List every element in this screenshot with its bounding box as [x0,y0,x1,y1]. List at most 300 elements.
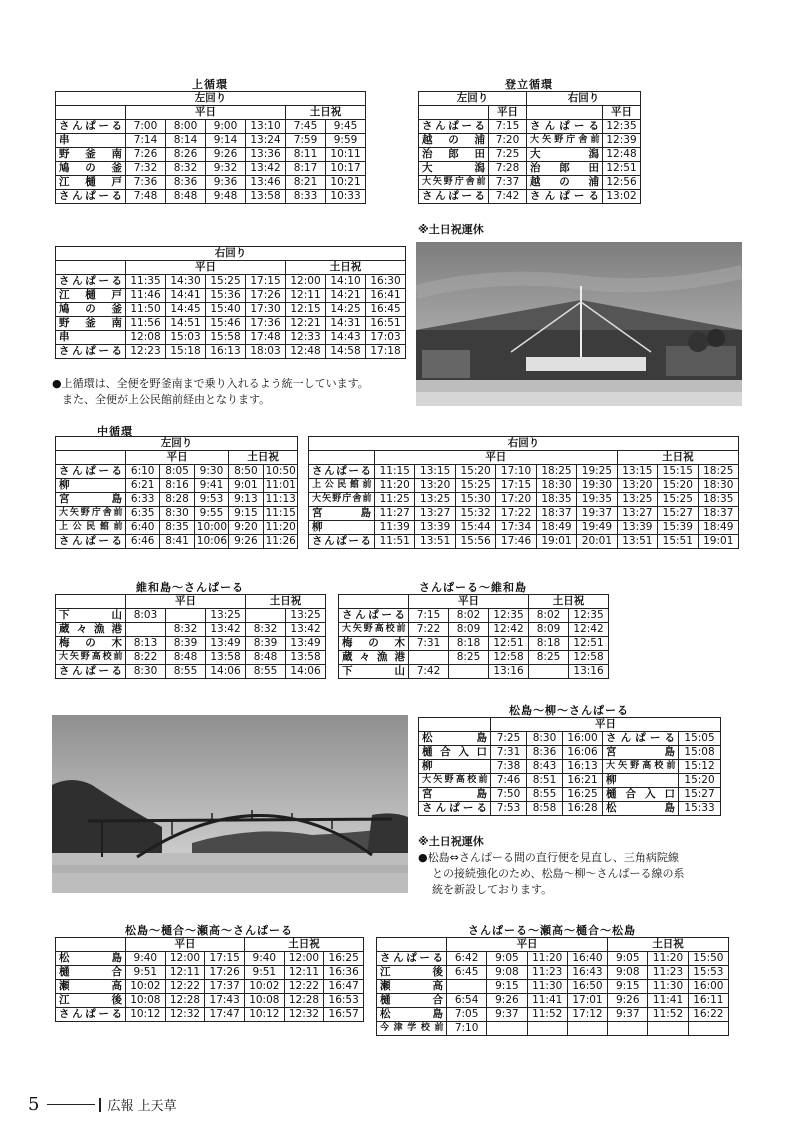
weekday-time: 7:46 [491,774,527,788]
weekday-time: 15:58 [206,331,246,345]
weekday-time: 15:33 [679,802,721,816]
stop-name: 柳 [419,760,491,774]
weekday-time: 9:32 [206,162,246,176]
holiday-time: 16:41 [366,289,406,303]
matsushima-yanagi-note: ※土日祝運休 [418,835,484,848]
table-row [56,651,326,665]
weekday-time: 15:12 [679,760,721,774]
stop-name: さんぱーる [56,665,126,679]
holiday-time [608,1022,648,1036]
stop-name: さんぱーる [527,190,603,204]
stop-name: 柳 [603,774,679,788]
stop-name: 鳩の釜 [56,303,126,317]
weekday-time: 13:24 [246,134,286,148]
station-building-photo [416,242,742,406]
table-row [377,994,729,1008]
matsushima-to-sanpal-table [55,937,364,1022]
weekday-time: 7:37 [489,176,527,190]
holiday-time: 14:58 [326,345,366,359]
stop-name: 柳 [309,521,375,535]
holiday-header: 土日祝 [245,938,364,952]
holiday-time: 18:35 [698,493,739,507]
weekday-time: 7:25 [489,148,527,162]
weekday-time: 12:56 [603,176,641,190]
weekday-time: 18:25 [536,465,576,479]
holiday-time: 8:48 [246,651,286,665]
holiday-time: 15:39 [658,521,698,535]
stop-name: さんぱーる [419,120,489,134]
holiday-time: 13:49 [286,637,326,651]
holiday-time: 16:00 [688,980,728,994]
weekday-time: 11:50 [126,303,166,317]
stop-name: 宮島 [603,746,679,760]
stop-name: 松島 [56,952,126,966]
table-row [377,980,729,994]
weekday-time: 12:39 [603,134,641,148]
table-row [377,952,729,966]
holiday-time: 14:43 [326,331,366,345]
holiday-time: 14:06 [286,665,326,679]
holiday-time: 16:25 [324,952,364,966]
holiday-time: 14:25 [326,303,366,317]
weekday-time: 17:37 [205,980,245,994]
weekday-time [449,665,489,679]
weekday-time: 16:43 [567,966,607,980]
stop-name: 越の浦 [527,176,603,190]
weekday-header: 平日 [409,595,529,609]
weekday-time: 16:00 [563,732,603,746]
weekday-time: 15:20 [455,465,495,479]
table-row [56,190,366,204]
table-row [56,176,366,190]
weekday-time: 17:15 [246,275,286,289]
table-row [419,162,641,176]
weekday-time: 15:05 [679,732,721,746]
matsushima-yanagi-desc-2: との接続強化のため、松島〜柳〜さんぱーる線の系 [432,867,685,880]
noboritate-note: ※土日祝運休 [418,223,484,236]
table-row [309,479,739,493]
weekday-time: 7:28 [489,162,527,176]
stop-name: 江後 [56,994,126,1008]
weekday-time: 11:20 [527,952,567,966]
holiday-time: 9:08 [608,966,648,980]
kami-loop-title: 上循環 [192,78,228,91]
table-row [419,176,641,190]
holiday-time: 16:47 [324,980,364,994]
table-row [56,665,326,679]
weekday-time: 8:32 [166,162,206,176]
stop-name: さんぱーる [56,120,126,134]
weekday-time: 11:39 [375,521,415,535]
stop-name: 大矢野庁舎前 [56,507,126,521]
holiday-time: 13:20 [617,479,657,493]
weekday-time: 8:05 [160,465,194,479]
weekday-time: 8:55 [166,665,206,679]
weekday-time: 17:26 [205,966,245,980]
weekday-time: 6:54 [447,994,487,1008]
weekday-time: 8:32 [166,623,206,637]
table-row [309,465,739,479]
holiday-time: 12:11 [286,289,326,303]
weekday-time: 9:48 [206,190,246,204]
holiday-time [529,665,569,679]
weekday-time: 8:58 [527,802,563,816]
matsushima-yanagi-title: 松島〜柳〜さんぱーる [509,704,629,717]
holiday-time: 9:45 [326,120,366,134]
weekday-time: 13:25 [206,609,246,623]
stop-name: 松島 [377,1008,447,1022]
holiday-time: 15:20 [658,479,698,493]
weekday-time: 8:41 [160,535,194,549]
holiday-time: 15:53 [688,966,728,980]
holiday-time: 15:27 [658,507,698,521]
weekday-time: 15:56 [455,535,495,549]
holiday-time: 9:13 [229,493,263,507]
stop-name: 下山 [56,609,126,623]
holiday-time: 12:11 [284,966,324,980]
stop-name: 梅の木 [339,637,409,651]
weekday-time: 12:22 [165,980,205,994]
holiday-time: 13:25 [286,609,326,623]
weekday-time: 11:30 [527,980,567,994]
naka-loop-left-table [55,436,298,549]
weekday-time: 14:06 [206,665,246,679]
matsushima-yanagi-weekday: 平日 [491,718,721,732]
weekday-time: 9:08 [487,966,527,980]
stop-name: 柳 [56,479,126,493]
table-row [56,521,298,535]
holiday-time: 8:21 [286,176,326,190]
holiday-time: 13:58 [286,651,326,665]
direction-label: 右回り [56,247,406,261]
holiday-time: 10:21 [326,176,366,190]
table-row [419,760,721,774]
holiday-time: 8:55 [246,665,286,679]
weekday-time: 17:15 [496,479,536,493]
holiday-header: 土日祝 [608,938,729,952]
holiday-time: 10:33 [326,190,366,204]
weekday-time: 6:40 [126,521,160,535]
sanpal-to-iwawa-table [338,594,609,679]
noboritate-left-weekday: 平日 [489,106,527,120]
stop-name: 大矢野庁舎前 [527,134,603,148]
weekday-time: 16:28 [563,802,603,816]
holiday-time: 16:22 [688,1008,728,1022]
holiday-time: 18:49 [698,521,739,535]
stop-name: 樋合 [56,966,126,980]
holiday-time: 14:21 [326,289,366,303]
holiday-time: 12:32 [284,1008,324,1022]
weekday-time: 13:49 [206,637,246,651]
weekday-header: 平日 [126,595,246,609]
weekday-time: 17:20 [496,493,536,507]
weekday-time: 12:42 [489,623,529,637]
weekday-time: 12:51 [489,637,529,651]
stop-name: 治郎田 [527,162,603,176]
weekday-time [447,980,487,994]
table-row [56,1008,364,1022]
holiday-time: 9:26 [229,535,263,549]
holiday-time: 16:30 [366,275,406,289]
weekday-time: 15:36 [206,289,246,303]
holiday-time: 12:28 [284,994,324,1008]
weekday-time: 13:10 [246,120,286,134]
weekday-time: 13:36 [246,148,286,162]
weekday-time: 15:18 [166,345,206,359]
holiday-time: 10:50 [263,465,297,479]
header-blank [56,938,126,952]
kami-loop-right-table [55,246,406,359]
weekday-time: 7:31 [491,746,527,760]
table-row [419,774,721,788]
holiday-time: 10:02 [245,980,285,994]
weekday-time: 17:30 [246,303,286,317]
weekday-header: 平日 [375,451,618,465]
table-row [56,162,366,176]
weekday-time: 10:08 [126,994,166,1008]
stop-name: 樋合入口 [419,746,491,760]
weekday-time: 9:55 [194,507,228,521]
stop-name: さんぱーる [56,1008,126,1022]
holiday-time: 11:23 [648,966,688,980]
weekday-time: 17:34 [496,521,536,535]
weekday-time: 8:43 [527,760,563,774]
weekday-time: 9:15 [487,980,527,994]
weekday-time: 6:45 [447,966,487,980]
holiday-time: 13:42 [286,623,326,637]
weekday-time: 7:05 [447,1008,487,1022]
weekday-time: 8:16 [160,479,194,493]
weekday-time: 7:42 [409,665,449,679]
holiday-time: 17:18 [366,345,406,359]
weekday-time: 16:13 [563,760,603,774]
stop-name: 今津学校前 [377,1022,447,1036]
kami-loop-note-2: また、全便が上公民館前経由となります。 [62,393,271,406]
stop-name: 瀬高 [56,980,126,994]
holiday-time [648,1022,688,1036]
table-row [56,609,326,623]
weekday-time: 17:43 [205,994,245,1008]
weekday-time: 7:36 [126,176,166,190]
weekday-time: 7:22 [409,623,449,637]
weekday-time [567,1022,607,1036]
table-row [419,190,641,204]
holiday-time: 14:31 [326,317,366,331]
weekday-time [166,609,206,623]
stop-name: 野釜南 [56,317,126,331]
weekday-time: 16:13 [206,345,246,359]
stop-name: さんぱーる [56,465,126,479]
holiday-time: 8:02 [529,609,569,623]
header-blank [56,261,126,275]
publication-name: 広報 上天草 [107,1099,177,1114]
weekday-time: 7:53 [491,802,527,816]
weekday-time [409,651,449,665]
holiday-time: 11:41 [648,994,688,1008]
weekday-time: 8:36 [527,746,563,760]
weekday-time: 19:35 [577,493,617,507]
weekday-time: 8:39 [166,637,206,651]
direction-label: 右回り [309,437,739,451]
holiday-time: 8:17 [286,162,326,176]
weekday-time: 11:56 [126,317,166,331]
stop-name: 蔵々漁港 [339,651,409,665]
table-row [309,521,739,535]
stop-name: 串 [56,134,126,148]
holiday-time: 12:15 [286,303,326,317]
header-blank [56,106,126,120]
table-row [56,966,364,980]
table-row [56,952,364,966]
kami-loop-left-table [55,91,366,204]
weekday-time: 14:45 [166,303,206,317]
holiday-time: 8:50 [229,465,263,479]
weekday-header: 平日 [447,938,608,952]
table-row [377,966,729,980]
table-row [56,637,326,651]
stop-name: 越の浦 [419,134,489,148]
noboritate-loop-table [418,91,641,204]
weekday-time: 8:03 [126,609,166,623]
table-row [56,120,366,134]
iwawa-to-sanpal-title: 維和島〜さんぱーる [136,581,244,594]
weekday-time: 12:28 [165,994,205,1008]
stop-name: 江後 [377,966,447,980]
stop-name: 大矢野庁舎前 [309,493,375,507]
weekday-time: 13:02 [603,190,641,204]
weekday-time: 13:16 [489,665,529,679]
weekday-time: 14:51 [166,317,206,331]
stop-name: 串 [56,331,126,345]
stop-name: さんぱーる [339,609,409,623]
weekday-time: 9:26 [206,148,246,162]
stop-name: 大矢野高校前 [56,651,126,665]
weekday-time: 16:21 [563,774,603,788]
weekday-time: 17:36 [246,317,286,331]
weekday-time: 8:18 [449,637,489,651]
weekday-time: 9:53 [194,493,228,507]
weekday-header: 平日 [126,261,286,275]
weekday-time: 6:10 [126,465,160,479]
stop-name: 宮島 [56,493,126,507]
table-row [56,535,298,549]
weekday-time: 18:37 [536,507,576,521]
weekday-time: 11:52 [527,1008,567,1022]
stop-name: 上公民館前 [56,521,126,535]
weekday-time: 9:05 [487,952,527,966]
weekday-time: 14:30 [166,275,206,289]
weekday-time: 17:01 [567,994,607,1008]
page-footer [28,1094,177,1115]
weekday-time: 9:36 [206,176,246,190]
weekday-time: 9:41 [194,479,228,493]
holiday-time: 15:50 [688,952,728,966]
weekday-time: 19:37 [577,507,617,521]
weekday-time: 9:14 [206,134,246,148]
weekday-time: 16:50 [567,980,607,994]
weekday-time: 11:20 [375,479,415,493]
sanpal-to-iwawa-title: さんぱーる〜維和島 [419,581,527,594]
weekday-time: 9:30 [194,465,228,479]
table-row [56,479,298,493]
weekday-time: 8:13 [126,637,166,651]
holiday-time [688,1022,728,1036]
holiday-time: 9:40 [245,952,285,966]
weekday-time: 8:25 [449,651,489,665]
weekday-time: 18:30 [536,479,576,493]
weekday-time: 13:51 [415,535,455,549]
weekday-time: 8:48 [166,651,206,665]
weekday-time: 13:15 [415,465,455,479]
table-row [309,493,739,507]
weekday-time [487,1022,527,1036]
holiday-time: 18:37 [698,507,739,521]
weekday-time: 14:41 [166,289,206,303]
weekday-time: 20:01 [577,535,617,549]
weekday-time: 8:51 [527,774,563,788]
holiday-time: 10:12 [245,1008,285,1022]
holiday-time: 12:48 [286,345,326,359]
weekday-time: 10:06 [194,535,228,549]
holiday-time: 15:25 [658,493,698,507]
stop-name: 下山 [339,665,409,679]
table-row [56,134,366,148]
weekday-time: 8:30 [527,732,563,746]
naka-loop-title: 中循環 [97,425,133,438]
table-row [56,980,364,994]
holiday-time: 11:20 [263,521,297,535]
holiday-time: 8:33 [286,190,326,204]
weekday-header: 平日 [126,451,229,465]
holiday-time: 11:13 [263,493,297,507]
holiday-time: 12:51 [569,637,609,651]
holiday-time: 11:52 [648,1008,688,1022]
weekday-time: 12:32 [165,1008,205,1022]
weekday-time: 15:40 [206,303,246,317]
stop-name: 大矢野庁舎前 [419,176,489,190]
table-row [56,493,298,507]
direction-label: 左回り [56,92,366,106]
weekday-time: 19:30 [577,479,617,493]
weekday-time: 7:32 [126,162,166,176]
weekday-time: 13:20 [415,479,455,493]
holiday-time: 12:22 [284,980,324,994]
weekday-time: 12:00 [165,952,205,966]
table-row [419,732,721,746]
table-row [56,623,326,637]
weekday-time: 13:27 [415,507,455,521]
holiday-time: 10:17 [326,162,366,176]
weekday-time: 12:51 [603,162,641,176]
weekday-time: 11:15 [375,465,415,479]
stop-name: 宮島 [419,788,491,802]
header-blank [56,451,126,465]
weekday-time: 12:35 [489,609,529,623]
holiday-time [246,609,286,623]
holiday-time: 16:36 [324,966,364,980]
stop-name: 梅の木 [56,637,126,651]
holiday-time: 9:01 [229,479,263,493]
weekday-time: 19:25 [577,465,617,479]
table-row [309,535,739,549]
holiday-header: 土日祝 [617,451,738,465]
weekday-time: 6:35 [126,507,160,521]
weekday-time: 16:06 [563,746,603,760]
stop-name: さんぱーる [527,120,603,134]
weekday-time: 13:25 [415,493,455,507]
holiday-time: 18:25 [698,465,739,479]
table-row [419,120,641,134]
